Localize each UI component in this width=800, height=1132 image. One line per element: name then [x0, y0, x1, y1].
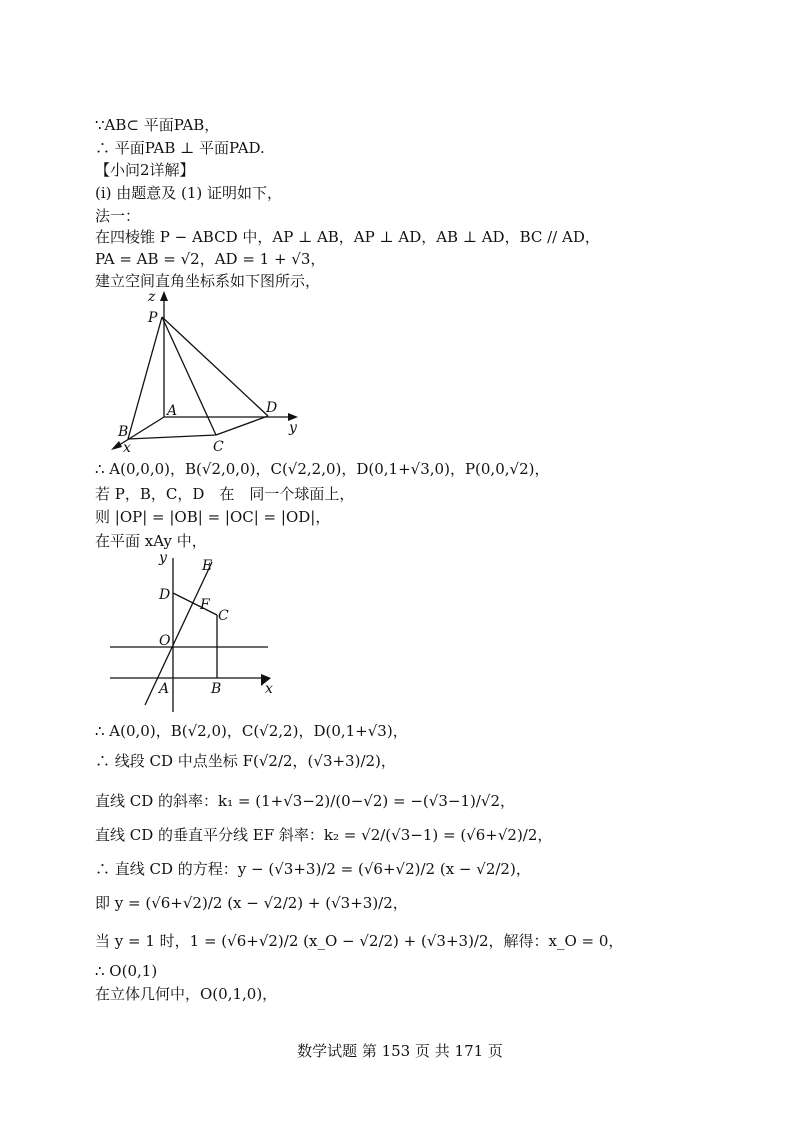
- fig2-label-F: F: [200, 597, 210, 613]
- text-line-11: 则 |OP| = |OB| = |OC| = |OD|，: [95, 508, 331, 526]
- fig2-label-C: C: [218, 608, 229, 624]
- text-line-12: 在平面 xAy 中，: [95, 532, 207, 550]
- text-line-5: 法一：: [95, 207, 141, 225]
- text-line-4: (i) 由题意及 (1) 证明如下，: [95, 184, 283, 202]
- text-line-19: 当 y = 1 时，1 = (√6+√2)/2 (x_O − √2/2) + (√3+3)/2，解得：x_O = 0，: [95, 932, 624, 950]
- fig1-label-y: y: [289, 420, 297, 436]
- text-line-1: ∵AB⊂ 平面PAB，: [95, 116, 220, 134]
- fig2-label-O: O: [159, 633, 171, 649]
- fig1-label-A: A: [167, 403, 178, 419]
- text-line-9: ∴ A(0,0,0)，B(√2,0,0)，C(√2,2,0)，D(0,1+√3,0)，P(0,0,√2)，: [95, 460, 550, 478]
- fig1-label-D: D: [266, 400, 278, 416]
- fig1-label-P: P: [148, 310, 158, 326]
- fig2-label-B: B: [211, 681, 222, 697]
- fig2-label-D: D: [159, 587, 171, 603]
- text-line-20: ∴ O(0,1): [95, 962, 158, 980]
- fig2-label-A: A: [159, 681, 170, 697]
- fig2-label-y: y: [159, 550, 167, 566]
- text-line-16: 直线 CD 的垂直平分线 EF 斜率：k₂ = √2/(√3−1) = (√6+√2)/2，: [95, 826, 553, 844]
- fig1-label-z: z: [148, 289, 156, 305]
- plane-figure: [105, 550, 285, 715]
- fig1-label-B: B: [118, 424, 129, 440]
- text-line-6: 在四棱锥 P − ABCD 中，AP ⊥ AB，AP ⊥ AD，AB ⊥ AD，BC // AD，: [95, 228, 600, 246]
- fig2-label-x: x: [265, 681, 273, 697]
- text-line-2: ∴ 平面PAB ⊥ 平面PAD.: [95, 139, 265, 157]
- text-line-14: ∴ 线段 CD 中点坐标 F(√2/2，(√3+3)/2)，: [95, 752, 396, 770]
- text-line-13: ∴ A(0,0)，B(√2,0)，C(√2,2)，D(0,1+√3)，: [95, 722, 408, 740]
- pyramid-figure: [100, 285, 320, 455]
- text-line-21: 在立体几何中，O(0,1,0)，: [95, 985, 278, 1003]
- fig2-label-E: E: [202, 558, 213, 574]
- fig1-label-C: C: [213, 439, 224, 455]
- page-footer: 数学试题 第 153 页 共 171 页: [297, 1042, 503, 1060]
- text-line-7: PA = AB = √2，AD = 1 + √3，: [95, 250, 326, 268]
- fig1-label-x: x: [123, 440, 131, 456]
- section-heading: 【小问2详解】: [95, 161, 195, 179]
- text-line-10: 若 P，B，C，D 在 同一个球面上，: [95, 485, 355, 503]
- text-line-17: ∴ 直线 CD 的方程：y − (√3+3)/2 = (√6+√2)/2 (x − √2/2)，: [95, 860, 531, 878]
- text-line-15: 直线 CD 的斜率：k₁ = (1+√3−2)/(0−√2) = −(√3−1)/√2，: [95, 792, 515, 810]
- text-line-18: 即 y = (√6+√2)/2 (x − √2/2) + (√3+3)/2，: [95, 894, 408, 912]
- text-line-8: 建立空间直角坐标系如下图所示，: [95, 272, 321, 290]
